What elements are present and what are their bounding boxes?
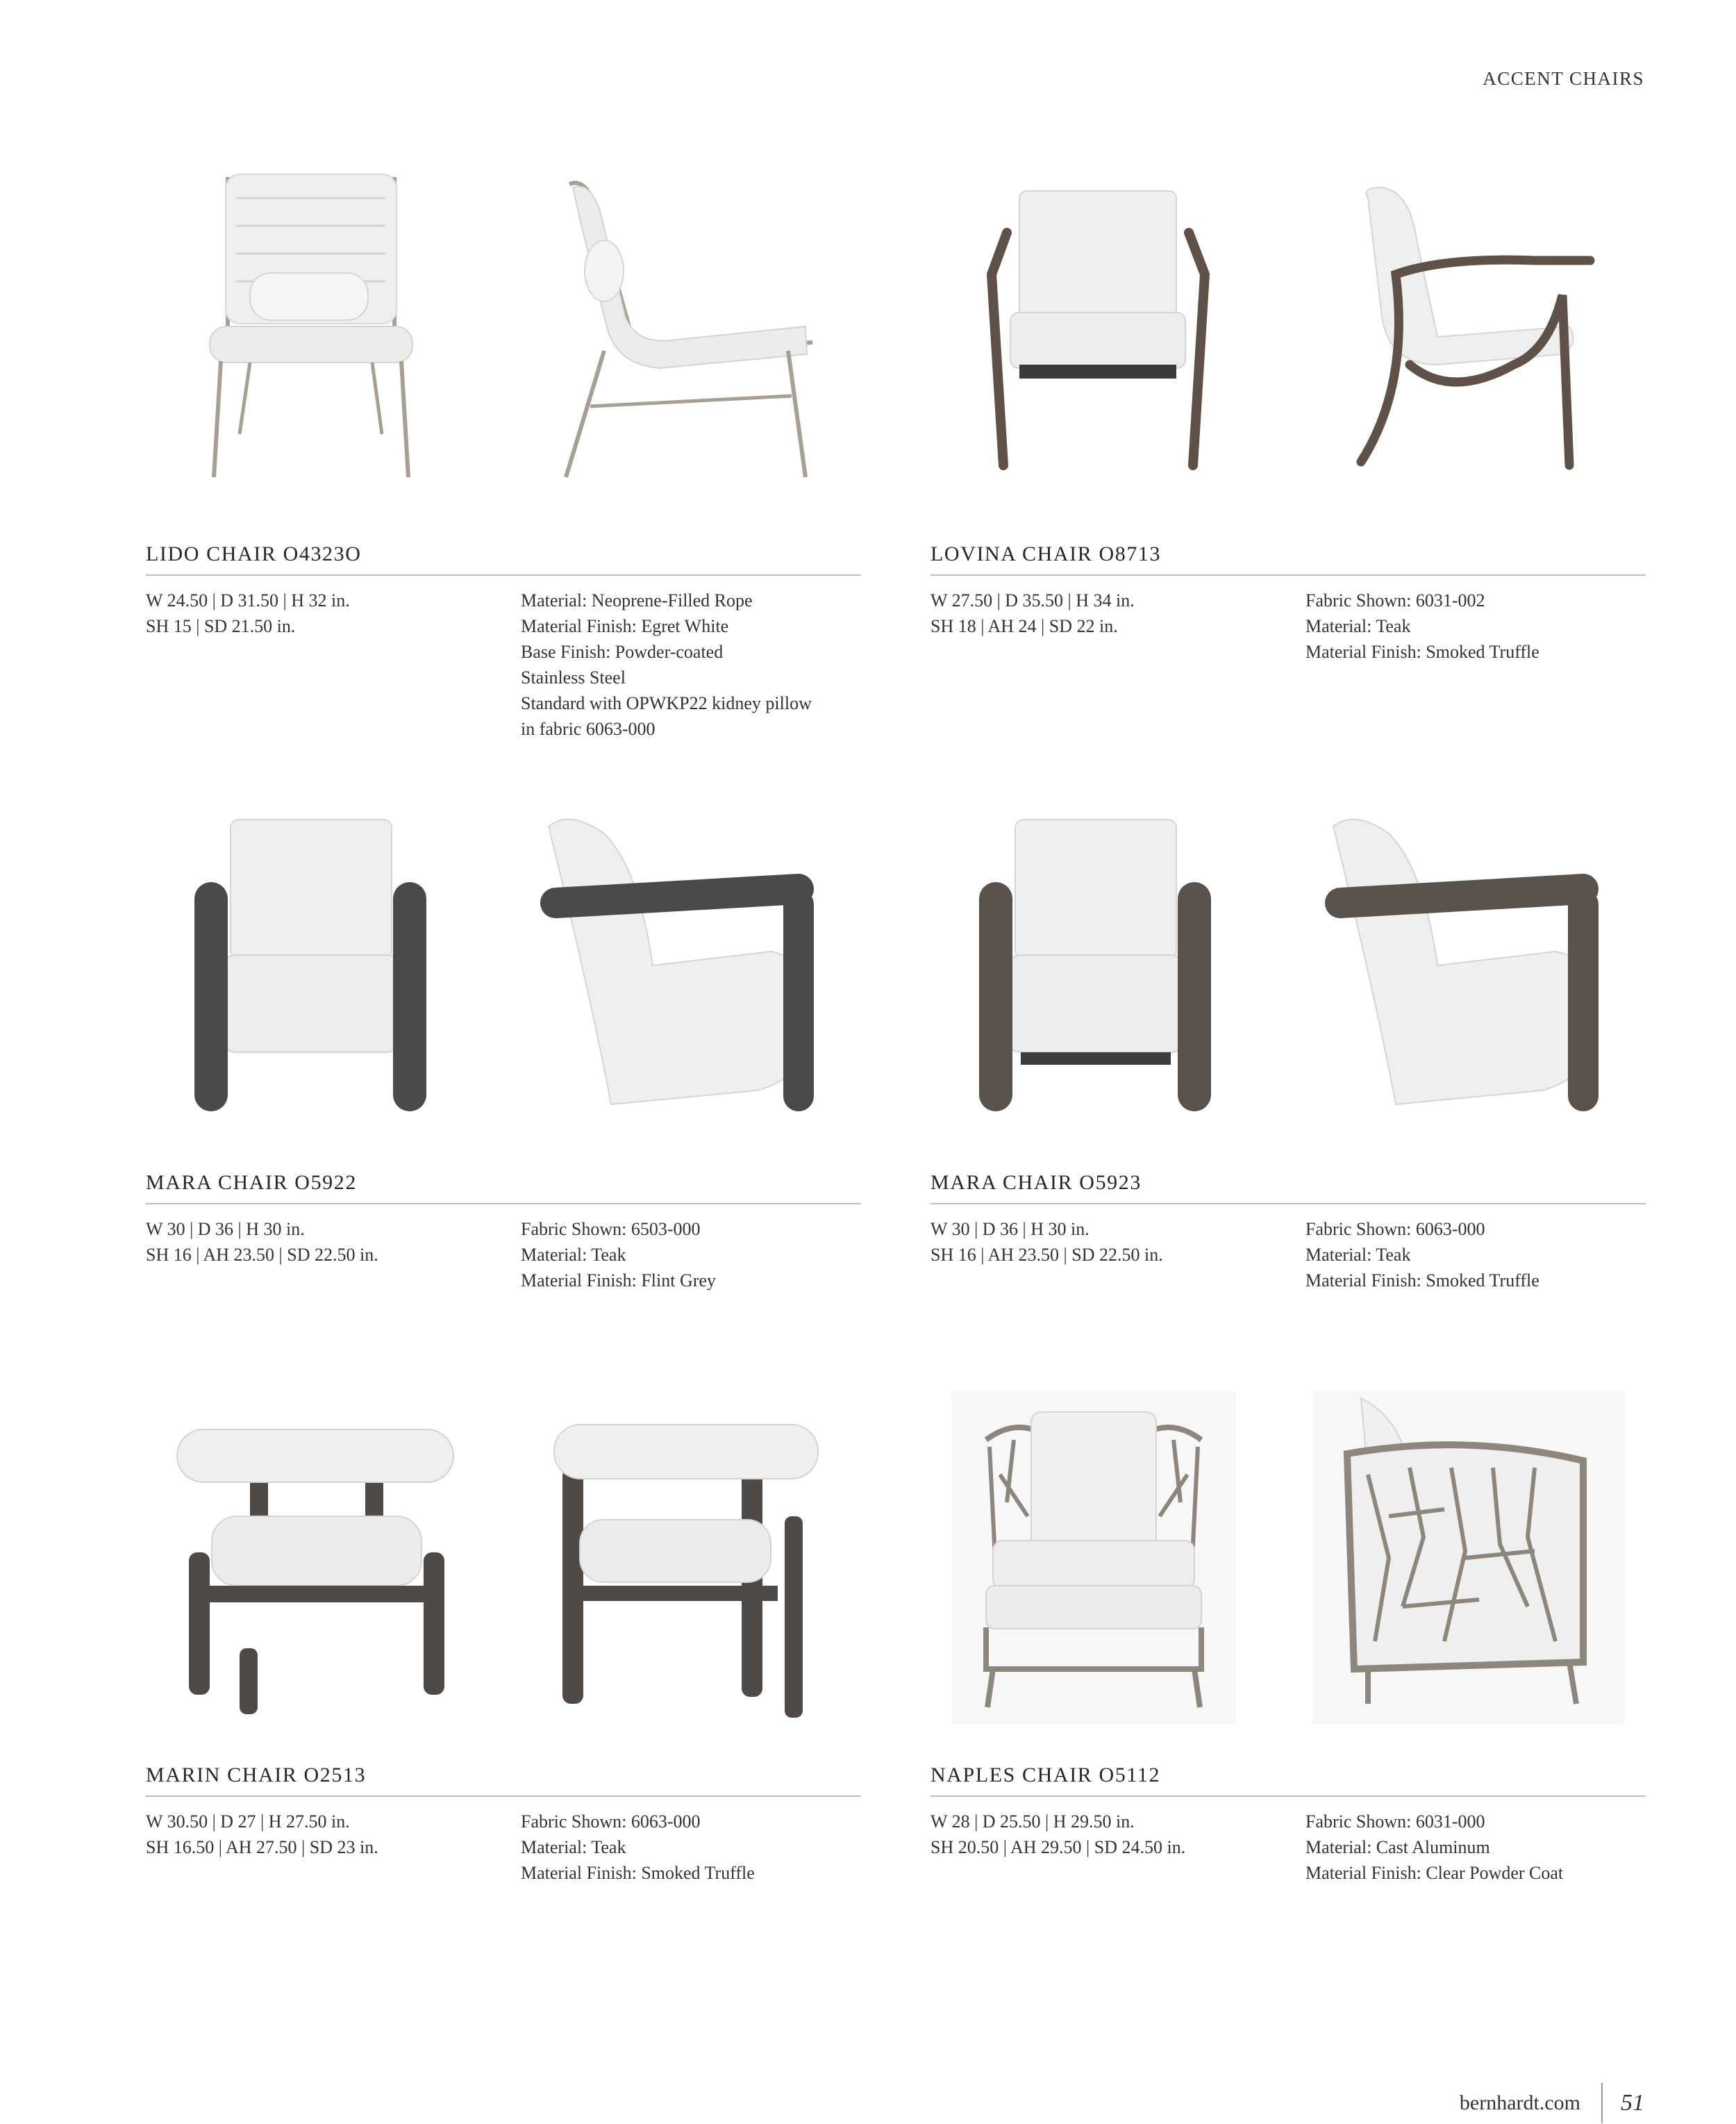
mara-chair-side-photo <box>1305 785 1632 1146</box>
product-divider <box>930 1795 1646 1797</box>
dimensions-line: SH 16 | AH 23.50 | SD 22.50 in. <box>146 1245 378 1265</box>
spec-line: Material: Teak <box>521 1837 626 1857</box>
dimensions-line: SH 16 | AH 23.50 | SD 22.50 in. <box>930 1245 1163 1265</box>
spec-line: Material Finish: Smoked Truffle <box>1305 1270 1539 1291</box>
dimensions-line: W 27.50 | D 35.50 | H 34 in. <box>930 590 1135 611</box>
dimensions-line: SH 20.50 | AH 29.50 | SD 24.50 in. <box>930 1837 1186 1857</box>
product-divider <box>146 1795 861 1797</box>
product-specs <box>1305 588 1539 665</box>
product-lovina-chair <box>930 156 1646 662</box>
product-lido-chair <box>146 156 861 739</box>
spec-line: Material Finish: Smoked Truffle <box>1305 642 1539 662</box>
page-number: 51 <box>1621 2090 1644 2116</box>
product-divider <box>930 574 1646 576</box>
product-dimensions <box>146 1216 378 1268</box>
naples-chair-side-photo <box>1305 1377 1632 1739</box>
product-name: MARA CHAIR O5923 <box>930 1171 1142 1194</box>
product-mara-chair-05923 <box>930 785 1646 1291</box>
lido-chair-front-photo <box>146 156 472 517</box>
dimensions-line: SH 16.50 | AH 27.50 | SD 23 in. <box>146 1837 378 1857</box>
product-divider <box>146 574 861 576</box>
product-divider <box>146 1203 861 1204</box>
lido-chair-side-photo <box>521 156 847 517</box>
mara-chair-side-photo <box>521 785 847 1146</box>
spec-line: Fabric Shown: 6503-000 <box>521 1219 701 1239</box>
marin-chair-front-photo <box>146 1377 472 1739</box>
footer-divider <box>1601 2083 1603 2123</box>
spec-line: Material Finish: Clear Powder Coat <box>1305 1863 1564 1883</box>
product-specs <box>1305 1216 1539 1293</box>
dimensions-line: SH 15 | SD 21.50 in. <box>146 616 296 636</box>
dimensions-line: W 30 | D 36 | H 30 in. <box>930 1219 1090 1239</box>
lovina-chair-front-photo <box>930 156 1257 517</box>
page-footer <box>1460 2082 1644 2124</box>
product-naples-chair <box>930 1377 1646 1883</box>
product-specs <box>521 1809 755 1886</box>
product-name: LOVINA CHAIR O8713 <box>930 542 1162 565</box>
product-dimensions <box>930 1216 1163 1268</box>
spec-line: Material: Teak <box>1305 1245 1411 1265</box>
product-name: MARA CHAIR O5922 <box>146 1171 357 1194</box>
product-specs <box>1305 1809 1563 1886</box>
product-marin-chair <box>146 1377 861 1883</box>
product-name: MARIN CHAIR O2513 <box>146 1764 367 1786</box>
spec-line: Fabric Shown: 6063-000 <box>1305 1219 1485 1239</box>
spec-line: Fabric Shown: 6031-002 <box>1305 590 1485 611</box>
product-name: LIDO CHAIR O4323O <box>146 542 362 565</box>
marin-chair-side-photo <box>521 1377 847 1739</box>
product-specs <box>521 1216 716 1293</box>
spec-line: Material: Teak <box>521 1245 626 1265</box>
spec-line: Fabric Shown: 6031-000 <box>1305 1811 1485 1832</box>
spec-line: Material Finish: Flint Grey <box>521 1270 716 1291</box>
product-dimensions <box>146 1809 378 1860</box>
spec-line: in fabric 6063-000 <box>521 719 656 739</box>
product-name: NAPLES CHAIR O5112 <box>930 1764 1161 1786</box>
spec-line: Material: Teak <box>1305 616 1411 636</box>
product-specs <box>521 588 812 742</box>
lovina-chair-side-photo <box>1305 156 1632 517</box>
mara-chair-front-photo <box>146 785 472 1146</box>
naples-chair-front-photo <box>930 1377 1257 1739</box>
spec-line: Material: Neoprene-Filled Rope <box>521 590 753 611</box>
product-dimensions <box>930 588 1135 639</box>
spec-line: Fabric Shown: 6063-000 <box>521 1811 701 1832</box>
dimensions-line: W 30 | D 36 | H 30 in. <box>146 1219 305 1239</box>
spec-line: Material: Cast Aluminum <box>1305 1837 1490 1857</box>
spec-line: Material Finish: Egret White <box>521 616 729 636</box>
section-header: ACCENT CHAIRS <box>1483 68 1644 89</box>
product-dimensions <box>930 1809 1185 1860</box>
mara-chair-front-photo <box>930 785 1257 1146</box>
spec-line: Material Finish: Smoked Truffle <box>521 1863 755 1883</box>
dimensions-line: SH 18 | AH 24 | SD 22 in. <box>930 616 1118 636</box>
dimensions-line: W 30.50 | D 27 | H 27.50 in. <box>146 1811 350 1832</box>
product-dimensions <box>146 588 350 639</box>
website-link[interactable]: bernhardt.com <box>1459 2091 1580 2114</box>
spec-line: Base Finish: Powder-coated <box>521 642 724 662</box>
product-divider <box>930 1203 1646 1204</box>
spec-line: Stainless Steel <box>521 667 626 688</box>
product-mara-chair-05922 <box>146 785 861 1291</box>
dimensions-line: W 24.50 | D 31.50 | H 32 in. <box>146 590 350 611</box>
spec-line: Standard with OPWKP22 kidney pillow <box>521 693 812 713</box>
dimensions-line: W 28 | D 25.50 | H 29.50 in. <box>930 1811 1135 1832</box>
